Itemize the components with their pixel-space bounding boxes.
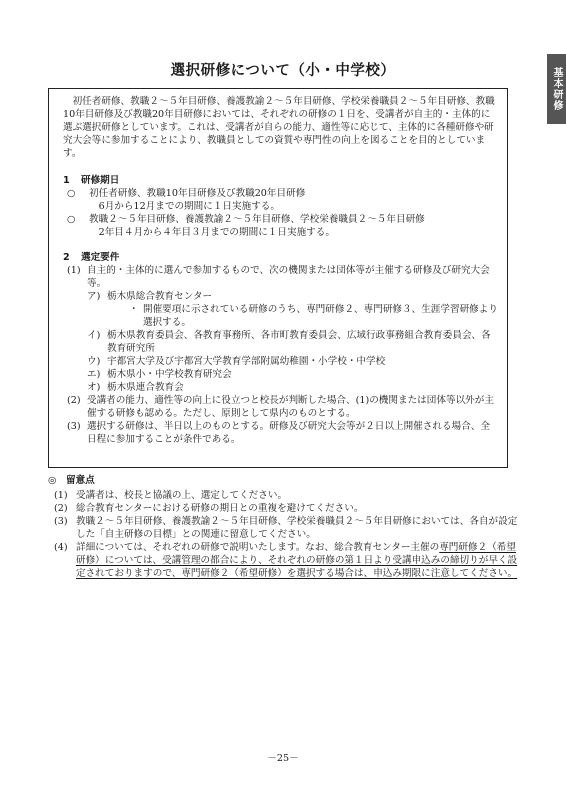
notes-title: 留意点 <box>66 475 95 486</box>
item-number: (1) <box>54 490 68 501</box>
requirement-item <box>67 264 499 290</box>
note-text-underlined: 専門研修２（希望研修）については、受講管理の都合により、それぞれの研修の第１日より受講申込みの締切りが早く設定されておりますので、専門研修２（希望研修）を選択する場合は、申込み期限に注意してください。 <box>76 542 518 579</box>
requirement-item <box>67 420 499 446</box>
section-2-number: 2 <box>63 252 70 263</box>
period-item-range: 2年目４月から４年目３月までの期間に１日実施する。 <box>98 227 335 238</box>
item-text: 栃木県総合教育センター <box>107 291 213 302</box>
item-number: (3) <box>54 516 68 527</box>
item-text: 受講者の能力、適性等の向上に役立つと校長が判断した場合、(1)の機関または団体等以外が主催する研修も認める。ただし、原則として県内のものとする。 <box>87 395 494 419</box>
item-number: ウ) <box>87 356 101 367</box>
item-text: 自主的・主体的に選んで参加するもので、次の機関または団体等が主催する研修及び研究大会等。 <box>87 265 490 289</box>
item-number: (4) <box>54 542 68 553</box>
item-text: 栃木県小・中学校教育研究会 <box>107 369 232 380</box>
item-text <box>76 541 518 580</box>
page-title: 選択研修について（小・中学校） <box>170 63 396 79</box>
period-item-target: 教職２～５年目研修、養護教諭２～５年目研修、学校栄養職員２～５年目研修 <box>89 214 425 225</box>
item-text: 教職２～５年目研修、養護教諭２～５年目研修、学校栄養職員２～５年目研修においては、各自が設定した「自主研修の目標」との関連に留意してください。 <box>76 516 518 540</box>
item-text: 宇都宮大学及び宇都宮大学教育学部附属幼稚園・小学校・中学校 <box>107 356 386 367</box>
page-number: －25－ <box>267 753 299 764</box>
note-item <box>54 502 518 515</box>
item-text: 総合教育センターにおける研修の期日との重複を避けてください。 <box>76 503 364 514</box>
note-item <box>54 541 518 580</box>
item-number: エ) <box>87 369 101 380</box>
period-item-target: 初任者研修、教職10年目研修及び教職20年目研修 <box>89 188 306 199</box>
organizer-item <box>87 355 499 368</box>
item-number: イ) <box>87 330 101 341</box>
item-text: 開催要項に示されている研修のうち、専門研修２、専門研修３、生涯学習研修より選択する。 <box>143 304 498 328</box>
organizer-item <box>87 368 499 381</box>
note-item <box>54 515 518 541</box>
item-number: (2) <box>67 395 81 406</box>
note-text-plain: 詳細については、それぞれの研修で説明いたします。なお、総合教育センター主催の <box>76 542 440 553</box>
item-number: ア) <box>87 291 101 302</box>
notes-section <box>48 474 518 580</box>
item-number: (2) <box>54 503 68 514</box>
section-2-title: 選定要件 <box>81 252 120 263</box>
double-circle-icon: ◎ <box>48 475 57 486</box>
section-1-heading <box>63 174 499 187</box>
item-text: 選択する研修は、半日以上のものとする。研修及び研究大会等が２日以上開催される場合、全日程に参加することが条件である。 <box>87 421 490 445</box>
period-item <box>67 213 499 239</box>
circle-bullet-icon: ○ <box>67 188 76 199</box>
requirement-item <box>67 394 499 420</box>
main-content-box <box>48 88 508 468</box>
dot-bullet-icon: ・ <box>129 304 139 315</box>
item-text: 栃木県連合教育会 <box>107 382 184 393</box>
item-text: 受講者は、校長と協議の上、選定してください。 <box>76 490 288 501</box>
item-number: (3) <box>67 421 81 432</box>
note-item <box>54 489 518 502</box>
circle-bullet-icon: ○ <box>67 214 76 225</box>
intro-paragraph: 初任者研修、教職２～５年目研修、養護教諭２～５年目研修、学校栄養職員２～５年目研修、教職10年目研修及び教職20年目研修においては、それぞれの研修の１日を、受講者が自主的・主体的に選ぶ選択研修としています。これは、受講者が自らの能力、適性等に応じて、主体的に各種研修や研究大会等に参加することにより、教職員としての資質や専門性の向上を図ることを目的としています。 <box>63 96 495 159</box>
item-number: オ) <box>87 382 101 393</box>
item-text: 栃木県教育委員会、各教育事務所、各市町教育委員会、広域行政事務組合教育委員会、各教育研究所 <box>107 330 491 354</box>
notes-heading <box>48 474 518 487</box>
organizer-item <box>87 329 499 355</box>
section-2-heading <box>63 251 499 264</box>
section-1-number: 1 <box>63 175 70 186</box>
section-1-title: 研修期日 <box>81 175 120 186</box>
organizer-item <box>87 290 499 303</box>
organizer-sub-note <box>129 303 499 329</box>
period-item <box>67 187 499 213</box>
item-number: (1) <box>67 265 81 276</box>
organizer-item <box>87 381 499 394</box>
period-item-range: 6月から12月までの期間に１日実施する。 <box>98 201 280 212</box>
side-tab-label: 基本研修 <box>551 67 562 111</box>
